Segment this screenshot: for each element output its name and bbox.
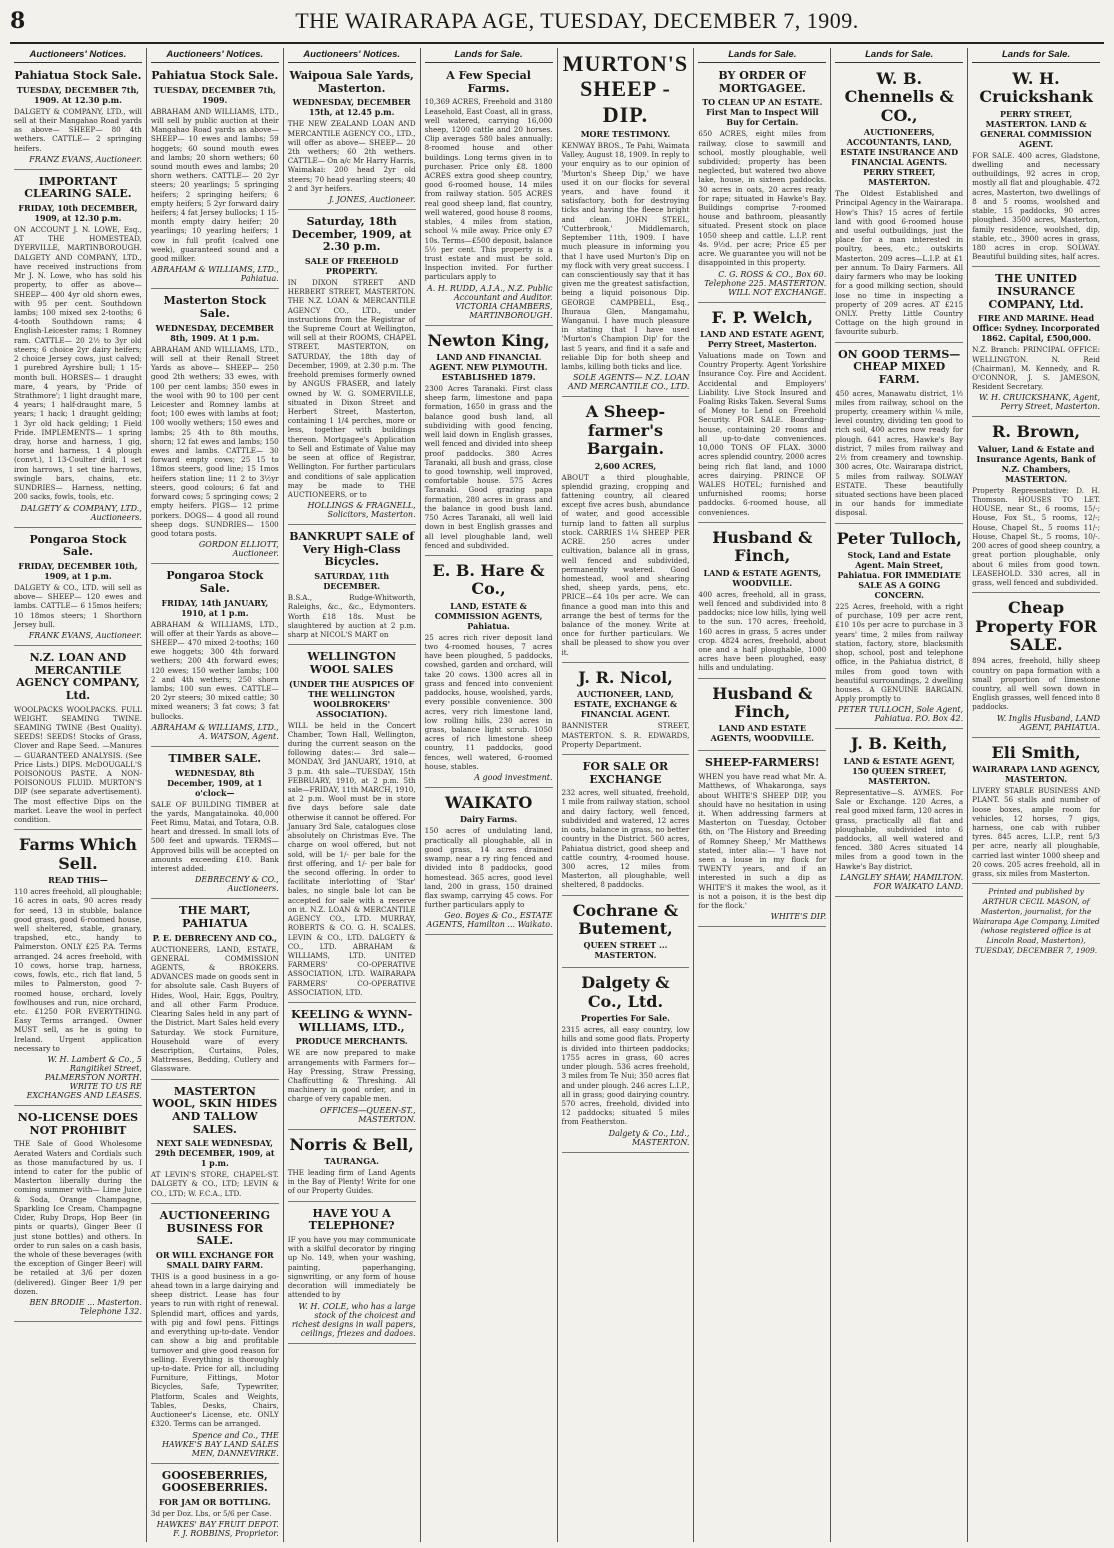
advertisement-title: GOOSEBERRIES, GOOSEBERRIES. bbox=[161, 1468, 268, 1495]
advertisement-title: WELLINGTON WOOL SALES bbox=[307, 650, 396, 676]
advertisement bbox=[425, 67, 553, 326]
advertisement bbox=[151, 1467, 279, 1542]
advertisement-signature: GORDON ELLIOTT, Auctioneer. bbox=[198, 540, 279, 559]
advertisement-title: Cochrane & Butement, bbox=[572, 900, 679, 939]
advertisement-signature: BEN BRODIE ... Masterton. Telephone 132. bbox=[29, 1298, 142, 1317]
advertisement-body: THE leading firm of Land Agents in the Bay of Plenty! Write for one of our Property Guides. bbox=[287, 1168, 416, 1196]
advertisement-title: Pahiatua Stock Sale. bbox=[14, 69, 142, 82]
advertisement-title: J. R. Nicol, bbox=[578, 667, 673, 687]
advertisement-body: Valuations made on Town and Country Property. Agent Yorkshire Insurance Coy. Fire and Accident. Accidental and Employers' Liability. Live Stock Insured and Foaling Risks Taken. Several Sums of Money to Lend on Freehold Security. FOR SALE. Boarding-house, containing 20 rooms and all up-to-date conveniences. 10,000 TONS OF FLAX. 3000 acres splendid country, 2000 acres being rich flat land, and 1000 acres dairying. PRINCE OF WALES HOTEL; furnished and unfurnished rooms; horse paddocks. 6-roomed house, all conveniences. bbox=[698, 350, 827, 517]
advertisement-body: IF you have you may communicate with a skilful decorator by ringing up No. 149, when your washing, painting, paperhanging, signwriting, or any form of house decoration will immediately be attended to by bbox=[287, 1234, 416, 1300]
advertisement bbox=[14, 67, 142, 170]
advertisement-title: BY ORDER OF MORTGAGEE. bbox=[718, 69, 807, 95]
advertisement-body: ABRAHAM AND WILLIAMS, LTD., will sell at their Renall Street Yards as above— SHEEP— 250 good 2th wethers; 33 ewes, with 100 per cent lambs; 350 ewes in the wool with 90 to 100 per cent Leicester and Romney lambs at foot; 100 ewes with lambs at foot; 100 woolly wethers; 150 ewes and lambs; 25 4th to 8th mouths, shorn; 12 fat ewes and lambs; 150 ewes and lambs. CATTLE— 30 forward empty cows; 25 15 to 18mos steers, good line; 15 1mos heifers station line; 11 2 to 3½yr steers, good colours; 6 fat and forward cows; 5 springing cows; 2 empty heifers. PIGS— 12 prime porkers. DOGS— 4 good all round sheep dogs. SUNDRIES— 1500 good totara posts. bbox=[150, 344, 279, 539]
advertisement bbox=[14, 173, 142, 528]
advertisement bbox=[835, 67, 963, 343]
advertisement-title: Newton King, bbox=[427, 330, 550, 350]
advertisement bbox=[151, 567, 279, 747]
advertisement-title: Pongaroa Stock Sale. bbox=[29, 532, 127, 559]
advertisement-title: E. B. Hare & Co., bbox=[432, 560, 545, 599]
advertisement-signature: W. Inglis Husband, LAND AGENT, PAHIATUA. bbox=[996, 713, 1100, 732]
advertisement-body: WHEN you have read what Mr. A. Matthews, of Whakaronga, says about WHITE'S SHEEP DIP, you should have no hesitation in using it. When addressing farmers at Masterton on Tuesday, October 6th, on 'The History and Breeding of Romney Sheep,' Mr Matthews stated, inter alia:— 'I have not seen a louse in my flock for TWENTY years, and if an interested in such a dip as WHITE'S it makes the wool, as it is not a poison, it is the best dip for the flock.' bbox=[698, 772, 827, 911]
advertisement bbox=[288, 1205, 416, 1344]
advertisement bbox=[835, 346, 963, 524]
advertisement-signature: J. JONES, Auctioneer. bbox=[328, 195, 416, 205]
advertisement bbox=[698, 526, 826, 679]
advertisement-signature: WHITE'S DIP. bbox=[770, 912, 827, 922]
advertisement-subtitle: LAND & ESTATE AGENT, 150 QUEEN STREET, MASTERTON. bbox=[843, 755, 955, 786]
advertisement-subtitle: PERRY STREET, MASTERTON. LAND & GENERAL COMMISSION AGENT. bbox=[980, 108, 1092, 149]
advertisement-body: THE NEW ZEALAND LOAN AND MERCANTILE AGENCY CO., LTD., will offer as above— SHEEP— 20 2th wethers; 60 2th wethers. CATTLE— On a/c Mr Harry Harris, Waimakai: 200 head 2yr old steers; 70 head yearling steers; 40 2 and 3yr heifers. bbox=[287, 119, 416, 193]
advertisement-body: AUCTIONEERS, LAND, ESTATE, GENERAL COMMISSION AGENTS, & BROKERS. ADVANCES made on goods sent in for absolute sale. Cash Buyers of Hides, Wool, Hair, Eggs, Poultry, and all other Farm Produce. Clearing Sales held in any part of the District. Mart Sales held every Saturday. We stock Furniture, Household ware of every description, Curtains, Poles, Mattresses, Bedding, Cutlery and Glassware. bbox=[150, 944, 279, 1074]
advertisement-body: THIS is a good business in a go-ahead town in a large dairying and sheep district. Lease has four years to run with right of renewal. Splendid mart, offices and yards, with pig and fowl pens. Fittings and everything up-to-date. Vendor can show a big and profitable turnover and give good reason for selling. Everything is thoroughly up-to-date. Price for all, including Furniture, Fittings, Motor Bicycles, Safe, Typewriter, Platform, Scales and Weights, Tables, Desks, Chairs, Auctioneer's License, etc. ONLY £320. Terms can be arranged. bbox=[150, 1271, 279, 1429]
advertisement-subtitle: PRODUCE MERCHANTS. bbox=[295, 1036, 408, 1047]
advertisement-body: DALGETY & CO., LTD. will sell as above— SHEEP— 120 ewes and lambs. CATTLE— 6 15mos heifers; 10 18mos steers; 1 Shorthorn Jersey bull. bbox=[14, 582, 142, 629]
advertisement-body: 232 acres, well situated, freehold, 1 mile from railway station, school and dairy factory, well fenced, subdivided and watered, 12 acres in oats, balance in grass, no better country in the District. 560 acres, Pahiatua district, good sheep and cattle country, 4-roomed house. 300 acres, 12 miles from Masterton, all ploughable, well sheltered, 8 paddocks. bbox=[561, 788, 690, 890]
advertisement-signature: A. H. RUDD, A.I.A., N.Z. Public Accountant and Auditor. VICTORIA CHAMBERS, MARTINBOROUGH. bbox=[426, 283, 553, 320]
advertisement-subtitle: FOR JAM OR BOTTLING. bbox=[158, 1496, 271, 1507]
advertisement-body: FOR SALE. 400 acres, Gladstone, dwelling and necessary outbuildings, 92 acres in crop, mostly all flat and ploughable. 472 acres, Masterton, two dwellings of 8 and 5 rooms, woolshed and stable, 15 paddocks, 90 acres ploughed. 3500 acres, Masterton, family residence, woolshed, dip, stable, etc., 3900 acres in grass, 180 acres in crop. SOLWAY. Beautiful building sites, half acres. bbox=[972, 150, 1100, 262]
advertisement-signature: ABRAHAM & WILLIAMS, LTD., Pahiatua. bbox=[151, 265, 279, 284]
advertisement bbox=[425, 791, 553, 935]
advertisement-subtitle: MORE TESTIMONY. bbox=[580, 128, 671, 139]
advertisement-subtitle: Properties For Sale. bbox=[580, 1013, 670, 1024]
advertisement-subtitle: SATURDAY, 11th DECEMBER. bbox=[314, 571, 390, 592]
advertisement-title: Farms Which Sell. bbox=[19, 835, 137, 873]
advertisement-title: F. P. Welch, bbox=[711, 307, 813, 327]
advertisement-signature: OFFICES—QUEEN-ST., MASTERTON. bbox=[319, 1105, 416, 1124]
advertisement-signature: FRANK EVANS, Auctioneer. bbox=[28, 630, 142, 640]
advertisement-body: KENWAY BROS., Te Pahi, Waimata Valley, August 18, 1909. In reply to your enquiry as to our opinion of 'Murton's Sheep Dip,' we have used it on our flocks for several years, and have found it satisfactory, both for destroying ticks and having the fleece bright and clean. JOHN STEEL, 'Cutterbrook,' Middlemarch, September 11th, 1909. I have much pleasure in informing you that I have used Murton's Dip on my flock with very great success. I can conscientiously say that it has given me the greatest satisfaction, being a liquid poisonous Dip. GEORGE CAMPBELL, Esq., Ihuraua Glen, Mangamahu, Wanganui. I have much pleasure in stating that I have used 'Murton's Champion Dip' for the last 5 years, and find it a safe and reliable Dip for both sheep and lambs, killing both ticks and lice. bbox=[561, 140, 690, 372]
advertisement-signature: W. H. Lambert & Co., 5 Rangitikei Street, PALMERSTON NORTH. WRITE TO US RE EXCHANGES AND LEASES. bbox=[26, 1055, 142, 1101]
advertisement bbox=[151, 67, 279, 289]
advertisement bbox=[698, 306, 826, 523]
column-1 bbox=[10, 48, 147, 1542]
advertisement-title: MURTON'S SHEEP - DIP. bbox=[562, 51, 689, 127]
advertisement-body: 3d per Doz. Lbs, or 5/6 per Case. bbox=[150, 1508, 272, 1518]
advertisement bbox=[562, 666, 690, 755]
advertisement-title: WAIKATO bbox=[444, 793, 533, 813]
advertisement bbox=[288, 528, 416, 645]
advertisement-title: A Sheep-farmer's Bargain. bbox=[585, 402, 666, 459]
advertisement-title: R. Brown, bbox=[992, 422, 1081, 442]
advertisement-body: 400 acres, freehold, all in grass, well fenced and subdivided into 8 paddocks; nice low hills, lying well to the sun. 170 acres, freehold, 160 acres in grass, 5 acres under crop. 4824 acres, freehold, about one and a half ploughable, 1000 acres have been ploughed, easy hills and undulating. bbox=[698, 589, 827, 673]
advertisement-subtitle: LAND AND ESTATE AGENTS, WOODVILLE. bbox=[710, 723, 814, 744]
advertisement bbox=[288, 1006, 416, 1130]
advertisement-subtitle: OR WILL EXCHANGE FOR SMALL DAIRY FARM. bbox=[155, 1249, 274, 1270]
advertisement-title: BANKRUPT SALE of Very High-Class Bicycles. bbox=[289, 530, 415, 569]
advertisement-title: Pongaroa Stock Sale. bbox=[166, 569, 264, 595]
advertisement-body: SALE OF BUILDING TIMBER at the yards, Mangatainoka. 40,000 Feet Rimu, Matai, and Totara, O.B. heart and dressed. In small lots of 500 feet and upwards. TERMS—Approved bills will be accepted on amounts exceeding £10. Bank interest added. bbox=[150, 799, 279, 874]
advertisement-body: 2315 acres, all easy country, low hills and some good flats. Property is divided into thirteen paddocks; 1755 acres in grass, 60 acres under plough. 536 acres freehold, 3 miles from Te Nui; 350 acres flat and under plough. 246 acres L.I.P., all in grass; good dairying country. 570 acres, freehold, divided into 12 paddocks; situated 5 miles from Featherston. bbox=[561, 1025, 690, 1127]
advertisement-signature: DEBRECENY & CO., Auctioneers. bbox=[195, 875, 279, 894]
advertisement-subtitle: 2,600 ACRES, bbox=[594, 460, 657, 471]
advertisement-title: THE UNITED INSURANCE COMPANY, Ltd. bbox=[988, 272, 1084, 311]
advertisement-subtitle: AUCTIONEERS, ACCOUNTANTS, LAND, ESTATE INSURANCE AND FINANCIAL AGENTS. PERRY STREET, MASTERTON. bbox=[840, 127, 959, 188]
advertisement bbox=[698, 67, 826, 303]
masthead bbox=[10, 8, 1104, 44]
advertisement bbox=[151, 1207, 279, 1464]
advertisement-signature: W. H. CRUICKSHANK, Agent, Perry Street, Masterton. bbox=[979, 393, 1100, 412]
advertisement-signature: DALGETY & COMPANY, LTD., Auctioneers. bbox=[20, 503, 142, 522]
advertisement-body: 650 ACRES, eight miles from railway, close to sawmill and school, mostly ploughable, well subdivided; property has been neglected, but watered two above lake, house, in sixteen paddocks. 30 acres in oats, 20 acres ready for rape; situated in Hawke's Bay. Buildings comprise 7-roomed house and bathroom, pleasantly situated. Present stock on place 1050 sheep and cattle. L.I.P. rent 4s. 9½d. per acre; Price £5 per acre. We guarantee you will not be disappointed in this property. bbox=[698, 129, 827, 268]
advertisement-title: TIMBER SALE. bbox=[168, 751, 262, 765]
advertisement bbox=[562, 48, 690, 397]
advertisement-title: Peter Tulloch, bbox=[836, 528, 962, 548]
advertisement-body: B.S.A., Rudge-Whitworth, Raleighs, &c., &c., Edymonters. Worth £18 18s. Must be slaughtered by auction at 2 p.m. sharp at NICOL'S MART on bbox=[287, 593, 416, 639]
column-3 bbox=[284, 48, 421, 1542]
advertisement-body: ABRAHAM & WILLIAMS, LTD., will offer at their Yards as above— SHEEP— 470 mixed 2-tooths; 160 ewe hoggets; 300 4th forward wethers; 200 4th forward ewes; 120 ewes; 150 wether lambs; 100 2 and 4th wethers; 250 shorn lambs; 100 sun ewes. CATTLE— 20 2yr steers; 30 mixed cattle; 30 mixed weaners; 3 fat cows; 3 fat bullocks. bbox=[150, 619, 279, 721]
advertisement-subtitle: TAURANGA. bbox=[324, 1156, 380, 1167]
column-2 bbox=[147, 48, 284, 1542]
advertisement-body: ABOUT a third ploughable, splendid grazing, cropping and fattening country, all cleared except five acres bush, abundance of water, and good accessible turnip land to fatten all surplus stock. CARRIES 1¼ SHEEP PER ACRE. 250 acres under cultivation, balance all in grass, well fenced and subdivided, permanently watered. Good homestead, wool and shearing shed, sheep yards, pens, etc. PRICE—£4 10s per acre. We can finance a good man into this and arrange the best of terms for the balance of the money. Write at once for further particulars. We shall be pleased to show you over it. bbox=[561, 472, 690, 657]
advertisement-body: ABRAHAM AND WILLIAMS, LTD., will sell by public auction at their Mangahao Road yards as above— SHEEP— 10 ewes and lambs; 59 hoggets; 60 sound mouth ewes and lambs; 20 shorn wethers; 60 sound mouth ewes and lambs; 20 shorn wethers. CATTLE— 20 2yr steers; 20 yearlings; 5 springing heifers; 2 springing heifers; 6 empty heifers; 5 2yr forward dairy heifers; 4 fat Jersey bullocks; 1 15-month empty dairy heifer; 20 yearlings; 10 yearling heifers; 1 cow in full profit (calved one week), guaranteed sound and a good milker. bbox=[150, 106, 279, 264]
advertisement-body: WILL be held in the Concert Chamber, Town Hall, Wellington, during the current season on the following dates:— 3rd sale—MONDAY, 3rd JANUARY, 1910, at 3 p.m. 4th sale—TUESDAY, 15th FEBRUARY, 1910, at 2 p.m. 5th sale—FRIDAY, 11th MARCH, 1910, at 2 p.m. Wool must be in store five days before sale date otherwise it cannot be offered. For January 3rd Sale, catalogues close absolutely on Christmas Eve. The charge on wool offered, but not sold, will be 1/- per bale for the first offering, and 1/- per bale for the second offering. In order to facilitate interlotting of 'Star' bales, no single bale lot can be accepted for sale with a reserve on it. N.Z. LOAN & MERCANTILE AGENCY CO., LTD. MURRAY, ROBERTS & CO. G. H. SCALES. LEVIN & CO., LTD. DALGETY & CO., LTD. ABRAHAM & WILLIAMS, LTD. UNITED FARMERS' CO-OPERATIVE ASSOCIATION, LTD. WAIRARAPA FARMERS' CO-OPERATIVE ASSOCIATION, LTD. bbox=[287, 720, 416, 997]
advertisement-body: The Oldest Established and Principal Agency in the Wairarapa. How's This? 15 acres of fertile land with good 6-roomed house and useful outbuildings, just the place for a man interested in poultry, bees, etc.; outskirts Masterton. 209 acres—L.I.P. at £1 per annum. To Dairy Farmers. All dairy farmers who may be looking for a good milking section, should lose no time in inspecting a property of 209 acres. AT £215 ONLY. Pretty Little Country Cottage on the high ground in favourite suburb. bbox=[835, 189, 964, 337]
advertisement-body: THE Sale of Good Wholesome Aerated Waters and Cordials such as those manufactured by us. I intend to cater for the public of Masterton liberally during the coming summer with— Lime Juice & Soda, Orange Champagne, Sparkling Ice Cream, Champagne Cider, Ruby Drops, Hop Beer (in pints or quarts), Ginger Beer (I just stone bottles) and others. In order to run sales on a cash basis, the whole of these beverages (with the exception of Ginger Beer) will be retailed at 3/6 per dozen (delivered). Ginger Beer 1/9 per dozen. bbox=[14, 1139, 142, 1296]
advertisement-body: Property Representative: D. H. Thomson. HOUSES TO LET. HOUSE, near St., 6 rooms, 15/-; House, Fox St., 5 rooms, 12/-; House, Chapel St., 5 rooms 11/-; House, Chapel St., 5 rooms, 10/-. 200 acres of good sheep country, a great portion ploughable, only about 6 miles from good town. LEASEHOLD. 330 acres, all in grass, well fenced and subdivided. bbox=[972, 485, 1100, 587]
advertisement-title: A Few Special Farms. bbox=[446, 69, 531, 95]
advertisement-body: LIVERY STABLE BUSINESS AND PLANT. 56 stalls and number of loose boxes, ample room for vehicles, 12 horses, 7 gigs, harness, one cab with rubber tyres. 845 acres, L.I.P., rent 5/3 per acre, nearly all ploughable, carried last winter 1000 sheep and 20 cows. 205 acres freehold, all in grass, six miles from Masterton. bbox=[972, 786, 1100, 879]
masthead-title: THE WAIRARAPA AGE, TUESDAY, DECEMBER 7, 1909. bbox=[295, 8, 859, 33]
advertisement-title: W. H. Cruickshank bbox=[979, 69, 1093, 107]
advertisement-subtitle: QUEEN STREET ... MASTERTON. bbox=[583, 940, 668, 961]
advertisement-title: AUCTIONEERING BUSINESS FOR SALE. bbox=[159, 1208, 270, 1248]
advertisement-body: 10,369 ACRES, Freehold and 3180 Leasehold, East Coast, all in grass, well watered, carrying 16,000 sheep, 1200 cattle and 20 horses. Clip averages 580 bales annually; 8-roomed house and other buildings. Long terms given in to purchaser. Price only £8. 1800 ACRES extra good sheep country, good 6-roomed house, 14 miles from railway station. 505 ACRES real good sheep land, flat country, well watered, good house 8 rooms, stables, 4 miles from station, school ¼ mile away. Price only £7 10s. Terms—£500 deposit, balance 5½ per cent. This property is a trust estate and must be sold. Inspection invited. For further particulars apply to bbox=[424, 97, 553, 282]
advertisement bbox=[562, 400, 690, 663]
column-7 bbox=[831, 48, 968, 1542]
printer-imprint: Printed and published by ARTHUR CECIL MASON, of Masterton, journalist, for the Wairarapa Age Company, Limited (whose registered office is at Lincoln Road, Masterton), TUESDAY, DECEMBER 7, 1909. bbox=[972, 887, 1100, 955]
advertisement-subtitle: TUESDAY, DECEMBER 7th, 1909. bbox=[153, 84, 276, 105]
column-header: Lands for Sale. bbox=[425, 48, 553, 63]
advertisement-title: Husband & Finch, bbox=[712, 683, 813, 722]
column-5 bbox=[558, 48, 695, 1542]
advertisement bbox=[425, 329, 553, 556]
advertisement-title: Dalgety & Co., Ltd. bbox=[581, 973, 670, 1011]
advertisement-signature: SOLE AGENTS— N.Z. LOAN AND MERCANTILE CO., LTD. bbox=[567, 373, 690, 392]
advertisement-subtitle: WAIRARAPA LAND AGENCY, MASTERTON. bbox=[972, 764, 1100, 785]
advertisement-subtitle: LAND AND FINANCIAL AGENT. NEW PLYMOUTH. ESTABLISHED 1879. bbox=[429, 352, 548, 383]
advertisement-title: HAVE YOU A TELEPHONE? bbox=[308, 1206, 395, 1233]
advertisement-signature: C. G. ROSS & CO., Box 60. Telephone 225. MASTERTON. WILL NOT EXCHANGE. bbox=[704, 269, 827, 297]
advertisement-subtitle: P. E. DEBRECENY AND CO., bbox=[152, 932, 278, 943]
advertisement-body: 110 acres freehold, all ploughable; 16 acres in oats, 90 acres ready for seed, 13 in stubble, balance good grass, good 6-roomed house, well sheltered, stable, granary, trapshed, etc., handy to Palmerston. ONLY £25 P.A. Terms arranged. 24 acres freehold, with 10 cows, horse trap, harness, cows, fowls, etc., rich flat land, 5 miles to Palmerston, good 7-roomed house, orchard, lovely fowlhouses and run, nice orchard, etc. £1250 FOR EVERYTHING. Easy Terms arranged. Owner MUST sell, as he is going to Ireland. Urgent application necessary to bbox=[14, 887, 142, 1053]
advertisement-body: IN DIXON STREET AND HERBERT STREET, MASTERTON. THE N.Z. LOAN & MERCANTILE AGENCY CO., LTD., under instructions from the Registrar of the Supreme Court at Wellington, will sell at their ROOMS, CHAPEL STREET, MASTERTON, on SATURDAY, the 18th day of December, 1909, at 2.30 p.m. The freehold premises formerly owned by ANGUS FRASER, and lately owned by W. G. SOMERVILLE, situated in Dixon Street and Herbert Street, Masterton, containing 1 1/4 perches, more or less, together with buildings thereon. Mortgagee's Application to Sell and Estimate of Value may be seen at office of Registrar, Wellington. For further particulars and conditions of sale application may be made to THE AUCTIONEERS, or to bbox=[287, 277, 416, 499]
advertisement-title: FOR SALE OR EXCHANGE bbox=[582, 759, 669, 786]
advertisement bbox=[972, 741, 1100, 885]
column-header: Auctioneers' Notices. bbox=[151, 48, 279, 63]
advertisement bbox=[151, 1083, 279, 1204]
advertisement bbox=[288, 1133, 416, 1202]
advertisement-title: Husband & Finch, bbox=[712, 527, 813, 566]
advertisement bbox=[288, 67, 416, 210]
advertisement-subtitle: (UNDER THE AUSPICES OF THE WELLINGTON WOOLBROKERS' ASSOCIATION). bbox=[289, 678, 415, 719]
advertisement bbox=[151, 292, 279, 564]
advertisement-signature: Geo. Boyes & Co., ESTATE AGENTS, Hamilton ... Waikato. bbox=[426, 911, 553, 930]
advertisement-title: MASTERTON WOOL, SKIN HIDES AND TALLOW SALES. bbox=[152, 1084, 278, 1136]
advertisement-signature: LANGLEY SHAW, HAMILTON. FOR WAIKATO LAND. bbox=[840, 872, 964, 891]
advertisement-signature: HOLLINGS & FRAGNELL, Solicitors, Masterton. bbox=[307, 501, 416, 520]
advertisement bbox=[972, 596, 1100, 737]
column-header: Lands for Sale. bbox=[698, 48, 826, 63]
advertisement-title: J. B. Keith, bbox=[850, 734, 948, 754]
advertisement-subtitle: Dairy Farms. bbox=[459, 814, 518, 825]
advertisement-title: Pahiatua Stock Sale. bbox=[151, 69, 279, 82]
advertisement-subtitle: READ THIS— bbox=[48, 875, 108, 886]
advertisement-title: NO-LICENSE DOES NOT PROHIBIT bbox=[17, 1111, 139, 1137]
advertisement-body: N.Z. Branch: PRINCIPAL OFFICE: WELLINGTON. N. Reid (Chairman), M. Kennedy, and R. O'CONNOR, J. S. JAMESON, Resident Secretary. bbox=[972, 345, 1100, 392]
advertisement-signature: PETER TULLOCH, Sole Agent, Pahiatua. P.O. Box 42. bbox=[838, 705, 964, 724]
advertisement-subtitle: FRIDAY, 10th DECEMBER, 1909, at 12.30 p.m. bbox=[18, 203, 138, 224]
advertisement bbox=[562, 758, 690, 896]
column-header: Auctioneers' Notices. bbox=[14, 48, 142, 63]
advertisement-subtitle: FRIDAY, DECEMBER 10th, 1909, at 1 p.m. bbox=[18, 560, 138, 581]
advertisement bbox=[698, 754, 826, 927]
advertisement-body: 450 acres, Manawatu district, 1½ miles from railway, school on the property, creamery within ¼ mile, level country, dividing ten good to rich soil, 400 acres now ready for plough. 641 acres, Hawke's Bay district, 7 miles from railway and 2½ from creamery and township. 300 acres, Otc. Wairarapa district, 5 miles from railway. SOLWAY ESTATE. These beautifully situated sections have been placed in our hands for immediate disposal. bbox=[835, 388, 964, 518]
advertisement bbox=[14, 1109, 142, 1322]
advertisement bbox=[151, 750, 279, 899]
column-8 bbox=[968, 48, 1104, 1542]
page-number: 8 bbox=[10, 8, 26, 34]
columns bbox=[10, 48, 1104, 1542]
advertisement-subtitle: TUESDAY, DECEMBER 7th, 1909. At 12.30 p.m. bbox=[16, 84, 140, 105]
column-header: Lands for Sale. bbox=[972, 48, 1100, 63]
advertisement-title: THE MART, PAHIATUA bbox=[179, 904, 251, 930]
advertisement-title: N.Z. LOAN AND MERCANTILE AGENCY COMPANY, Ltd. bbox=[16, 650, 140, 702]
advertisement-signature: W. H. COLE, who has a large stock of the choicest and richest designs in wall papers, ceilings, friezes and dadoes. bbox=[291, 1301, 416, 1338]
column-6 bbox=[694, 48, 831, 1542]
advertisement bbox=[562, 899, 690, 969]
advertisement-subtitle: FIRE AND MARINE. Head Office: Sydney. Incorporated 1862. Capital, £500,000. bbox=[972, 313, 1100, 344]
advertisement-subtitle: FRIDAY, 14th JANUARY, 1910, at 1 p.m. bbox=[161, 597, 269, 618]
advertisement-signature: HAWKES' BAY FRUIT DEPOT. F. J. ROBBINS, Proprietor. bbox=[156, 1520, 279, 1539]
advertisement-subtitle: LAND AND ESTATE AGENT, Perry Street, Masterton. bbox=[700, 328, 825, 349]
advertisement-subtitle: NEXT SALE WEDNESDAY, 29th DECEMBER, 1909, at 1 p.m. bbox=[155, 1138, 275, 1169]
advertisement-body: AT LEVIN'S STORE, CHAPEL-ST. DALGETY & CO., LTD; LEVIN & CO., LTD; W. F.C.A., LTD. bbox=[150, 1170, 279, 1198]
advertisement bbox=[14, 649, 142, 830]
advertisement-title: IMPORTANT CLEARING SALE. bbox=[24, 174, 132, 201]
advertisement bbox=[14, 833, 142, 1106]
advertisement bbox=[835, 732, 963, 896]
advertisement-subtitle: LAND, ESTATE & COMMISSION AGENTS, Pahiatua. bbox=[434, 600, 543, 631]
advertisement-title: Masterton Stock Sale. bbox=[163, 294, 266, 320]
advertisement-title: KEELING & WYNN-WILLIAMS, LTD., bbox=[291, 1008, 413, 1034]
advertisement-signature: Spence and Co., THE HAWKE'S BAY LAND SALES MEN, DANNEVIRKE. bbox=[161, 1430, 279, 1458]
advertisement-body: WE are now prepared to make arrangements with Farmers for— Hay Pressing, Straw Pressing, Chaffcutting & Threshing. All machinery in good order, and in charge of very capable men. bbox=[287, 1048, 416, 1104]
advertisement-subtitle: WEDNESDAY, 8th December, 1909, at 1 o'clock— bbox=[167, 767, 263, 798]
advertisement bbox=[14, 531, 142, 646]
advertisement-subtitle: AUCTIONEER, LAND, ESTATE, EXCHANGE & FINANCIAL AGENT. bbox=[573, 689, 678, 720]
advertisement-signature: ABRAHAM & WILLIAMS, LTD., A. WATSON, Agent. bbox=[151, 722, 279, 741]
advertisement-title: Cheap Property FOR SALE. bbox=[975, 598, 1097, 654]
advertisement-body: 2300 Acres Taranaki. First class sheep farm, limestone and papa formation, 1650 in grass and the balance good bush land, all subdividing with good fencing, well laid down in English grasses, well fenced and divided into sheep proof paddocks. 380 Acres Taranaki, all bush and grass, close to good township, well improved, comfortable house. 575 Acres Taranaki. Good grazing papa formation, 280 acres in grass and the balance in good bush land. 750 Acres Taranaki, all well laid down in best English grasses and all level ploughable land, well fenced and subdivided. bbox=[424, 384, 553, 550]
advertisement-signature: Dalgety & Co., Ltd., MASTERTON. bbox=[608, 1128, 690, 1147]
advertisement-body: ON ACCOUNT J. N. LOWE, Esq., AT THE HOMESTEAD, DYERVILLE, MARTINBOROUGH. DALGETY AND COMPANY, LTD., have received instructions from Mr J. N. Lowe, who has sold his property, to offer as above— SHEEP— 400 4yr old shorn ewes, with 95 per cent. Southdown lambs; 100 mixed sex 2-tooths; 6 4-tooth Southdown rams; 4 English-Leicester rams; 1 Romney ram. CATTLE— 20 2½ to 3yr old steers; 6 choice 2yr dairy heifers; 2 choice Jersey cows, just calved; 1 purebred Ayrshire bull; 1 15-month bull. HORSES— 1 draught mare, 4 years, by 'Pride of Strathmore'; 1 light draught mare, 4 years; 1 half-draught mare, 5 years; 1 hack; 1 draught gelding; 1 3yr old hack gelding; 1 Field Pride. IMPLEMENTS— 1 spring dray, horse and harness, 1 gig, horse and harness, 1 4 plough (convt.), 1 13-Coulter drill, 1 set iron harrows, 1 set tine harrows, swingle bars, chains, etc. SUNDRIES— Harness, netting, 200 sacks, fowls, tools, etc. bbox=[14, 225, 142, 502]
advertisement-body: 150 acres of undulating land, practically all ploughable, all in good grass, 14 acres drained swamp, near a ry ring fenced and divided into 8 paddocks, good homestead. 365 acres, good level land, 200 in grass, 150 drained flax swamp, carrying 45 cows. For further particulars apply to bbox=[424, 826, 553, 910]
advertisement bbox=[288, 648, 416, 1003]
advertisement-body: DALGETY & COMPANY, LTD., will sell at their Mangahao Road yards as above— SHEEP— 80 4th wethers. CATTLE— 2 springing heifers. bbox=[14, 106, 142, 153]
advertisement-title: Norris & Bell, bbox=[289, 1134, 414, 1154]
advertisement-body: 894 acres, freehold, hilly sheep country on papa formation with a small proportion of limestone country, all well sown down in English grasses, well fenced into 8 paddocks. bbox=[972, 656, 1100, 712]
column-header: Lands for Sale. bbox=[835, 48, 963, 63]
advertisement-title: W. B. Chennells & CO., bbox=[844, 69, 954, 125]
advertisement-subtitle: LAND & ESTATE AGENTS, WOODVILLE. bbox=[703, 567, 822, 588]
advertisement bbox=[698, 682, 826, 752]
advertisement-body: Representative—S. AYMES. For Sale or Exchange. 120 Acres, a real good mixed farm, 120 acres in grass, practically all flat and ploughable, subdivided into 6 paddocks, all well watered and fenced. 380 Acres situated 14 miles from a good town in the Hawke's Bay district. bbox=[835, 787, 964, 871]
advertisement-title: Waipoua Sale Yards, Masterton. bbox=[289, 69, 414, 95]
advertisement-body: BANNISTER STREET, MASTERTON. S. R. EDWARDS, Property Department. bbox=[561, 721, 690, 749]
advertisement bbox=[288, 213, 416, 525]
column-header: Auctioneers' Notices. bbox=[288, 48, 416, 63]
advertisement-signature: A good investment. bbox=[474, 773, 553, 783]
advertisement-title: SHEEP-FARMERS! bbox=[704, 756, 820, 770]
advertisement-title: Eli Smith, bbox=[991, 742, 1081, 762]
advertisement-title: Saturday, 18th December, 1909, at 2.30 p.m. bbox=[291, 215, 412, 254]
advertisement-subtitle: WEDNESDAY, DECEMBER 8th, 1909. At 1 p.m. bbox=[155, 322, 274, 343]
advertisement-title: ON GOOD TERMS—CHEAP MIXED FARM. bbox=[838, 347, 961, 386]
advertisement-body: 25 acres rich river deposit land two 4-roomed houses, 7 acres have been ploughed, 5 paddocks, cowshed, garden and orchard, will take 20 cows. 1300 acres all in grass and fenced into convenient paddocks, house, woolshed, yards, every possible convenience. 300 acres, very rich limestone land, low rolling hills, 230 acres in grass, balance light scrub. 1050 acres of rich limestone sheep country, 11 paddocks, good fences, well watered, 6-roomed house, stables. bbox=[424, 632, 553, 771]
advertisement-body: WOOLPACKS WOOLPACKS. FULL WEIGHT. SEAMING TWINE. SEAMING TWINE (Best Quality). SEEDS! SEEDS! Stocks of Grass, Clover and Rape Seed. —Manures— GUARANTEED ANALYSIS. (See Price Lists.) DIPS. McDOUGALL'S POISONOUS PASTE. A NON-POISONOUS FLUID. MURTON'S DIP (see separate advertisement). The most effective Dips on the market. Leave the wool in perfect condition. bbox=[14, 704, 142, 825]
advertisement-subtitle: TO CLEAN UP AN ESTATE. First Man to Inspect Will Buy for Certain. bbox=[702, 97, 823, 128]
advertisement bbox=[835, 527, 963, 730]
advertisement-subtitle: WEDNESDAY, DECEMBER 15th, at 12.45 p.m. bbox=[292, 97, 411, 118]
advertisement bbox=[972, 67, 1100, 267]
advertisement bbox=[425, 559, 553, 788]
advertisement-subtitle: SALE OF FREEHOLD PROPERTY. bbox=[304, 255, 399, 276]
advertisement bbox=[562, 971, 690, 1152]
advertisement bbox=[972, 420, 1100, 593]
advertisement-subtitle: Valuer, Land & Estate and Insurance Agents, Bank of N.Z. Chambers, MASTERTON. bbox=[976, 443, 1096, 484]
advertisement-body: 225 Acres, freehold, with a right of purchase, 109 per acre rent, £10 10s per acre to purchase in 3 years' time, 2 miles from railway station, factory, store, blacksmith shop, school, post and telephone office, in the Pahiatua district, 8 miles from good town with beautiful surroundings, 2 dwelling houses. A GENUINE BARGAIN. Apply promptly to bbox=[835, 602, 964, 704]
advertisement-signature: FRANZ EVANS, Auctioneer. bbox=[29, 154, 142, 164]
advertisement bbox=[151, 902, 279, 1079]
advertisement bbox=[972, 270, 1100, 417]
column-4 bbox=[421, 48, 558, 1542]
advertisement-subtitle: Stock, Land and Estate Agent. Main Street, Pahiatua. FOR IMMEDIATE SALE AS A GOING CONCERN. bbox=[837, 550, 961, 601]
